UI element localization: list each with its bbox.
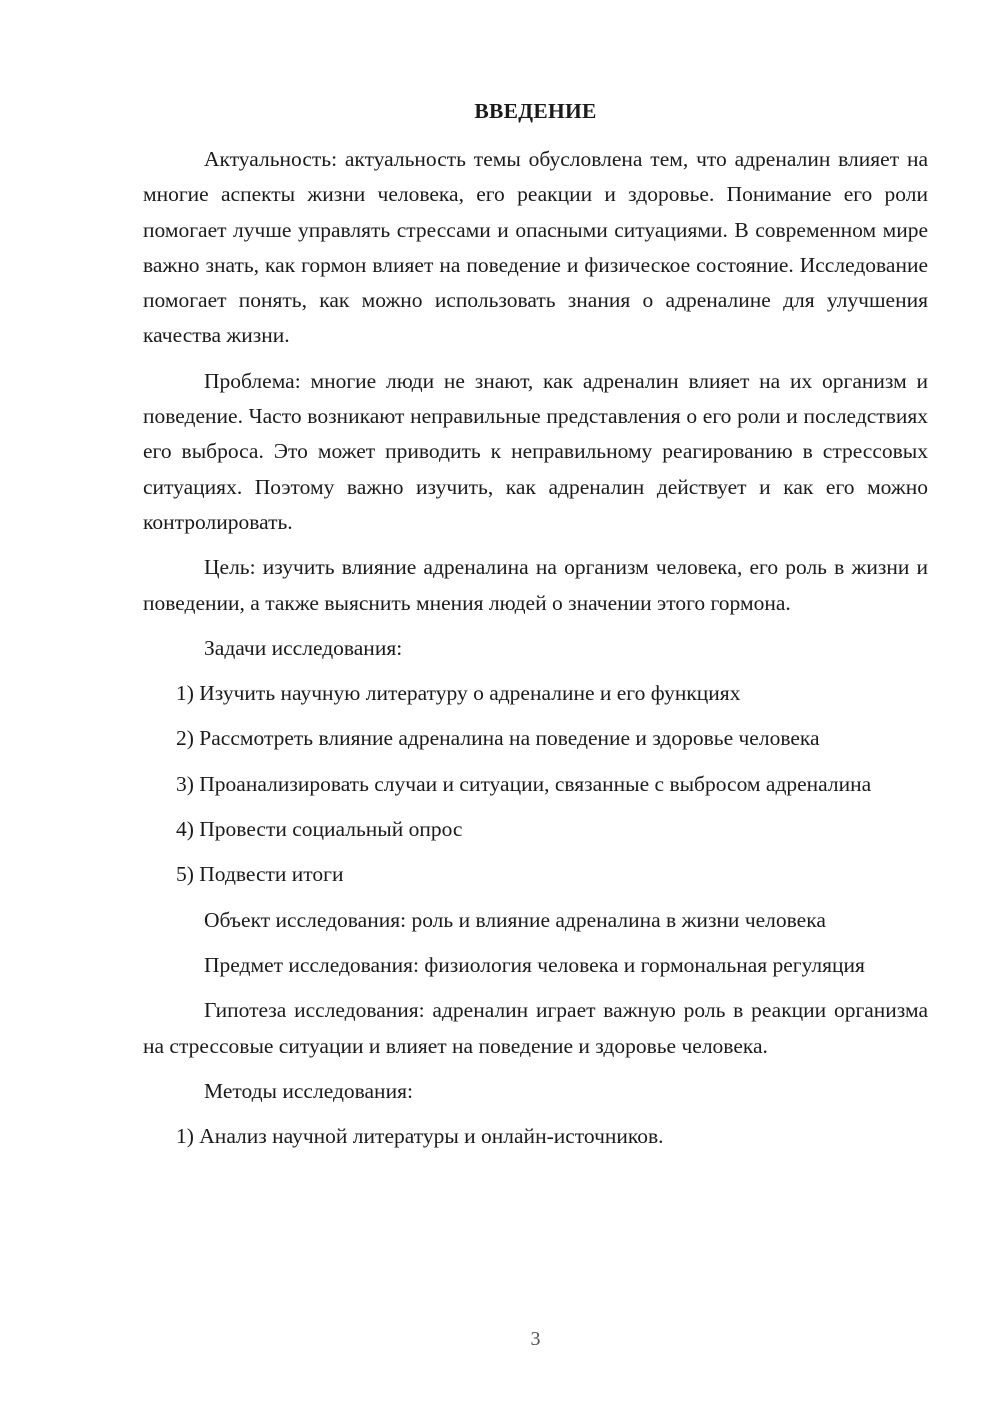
task-item: 3) Проанализировать случаи и ситуации, связанные с выбросом адреналина xyxy=(176,771,872,796)
task-item: 5) Подвести итоги xyxy=(176,862,344,887)
task-item: 2) Рассмотреть влияние адреналина на поведение и здоровье человека xyxy=(176,726,820,751)
research-object: Объект исследования: роль и влияние адреналина в жизни человека xyxy=(204,907,826,932)
task-item: 4) Провести социальный опрос xyxy=(176,817,463,842)
method-item: 1) Анализ научной литературы и онлайн-источников. xyxy=(176,1124,664,1149)
problem-paragraph: Проблема: многие люди не знают, как адреналин влияет на их организм и поведение. Часто возникают неправильные представления о его роли и последствиях его выброса. Это может приводить к неправильному реагированию в стрессовых ситуациях. Поэтому важно изучить, как адреналин действует и как его можно контролировать. xyxy=(143,368,928,534)
tasks-heading: Задачи исследования: xyxy=(204,635,403,660)
document-body xyxy=(143,142,928,1154)
task-item: 1) Изучить научную литературу о адреналине и его функциях xyxy=(176,681,741,706)
research-subject: Предмет исследования: физиология человека и гормональная регуляция xyxy=(204,952,865,977)
methods-heading: Методы исследования: xyxy=(204,1078,413,1103)
relevance-paragraph: Актуальность: актуальность темы обусловлена тем, что адреналин влияет на многие аспекты жизни человека, его реакции и здоровье. Понимание его роли помогает лучше управлять стрессами и опасными ситуациями. В современном мире важно знать, как гормон влияет на поведение и физическое состояние. Исследование помогает понять, как можно использовать знания о адреналине для улучшения качества жизни. xyxy=(143,147,928,348)
goal-paragraph: Цель: изучить влияние адреналина на организм человека, его роль в жизни и поведении, а также выяснить мнения людей о значении этого гормона. xyxy=(143,555,928,615)
research-hypothesis: Гипотеза исследования: адреналин играет важную роль в реакции организма на стрессовые ситуации и влияет на поведение и здоровье человека. xyxy=(143,998,928,1058)
page-title: ВВЕДЕНИЕ xyxy=(474,99,597,123)
document-page xyxy=(143,0,928,1414)
page-number: 3 xyxy=(530,1328,541,1350)
